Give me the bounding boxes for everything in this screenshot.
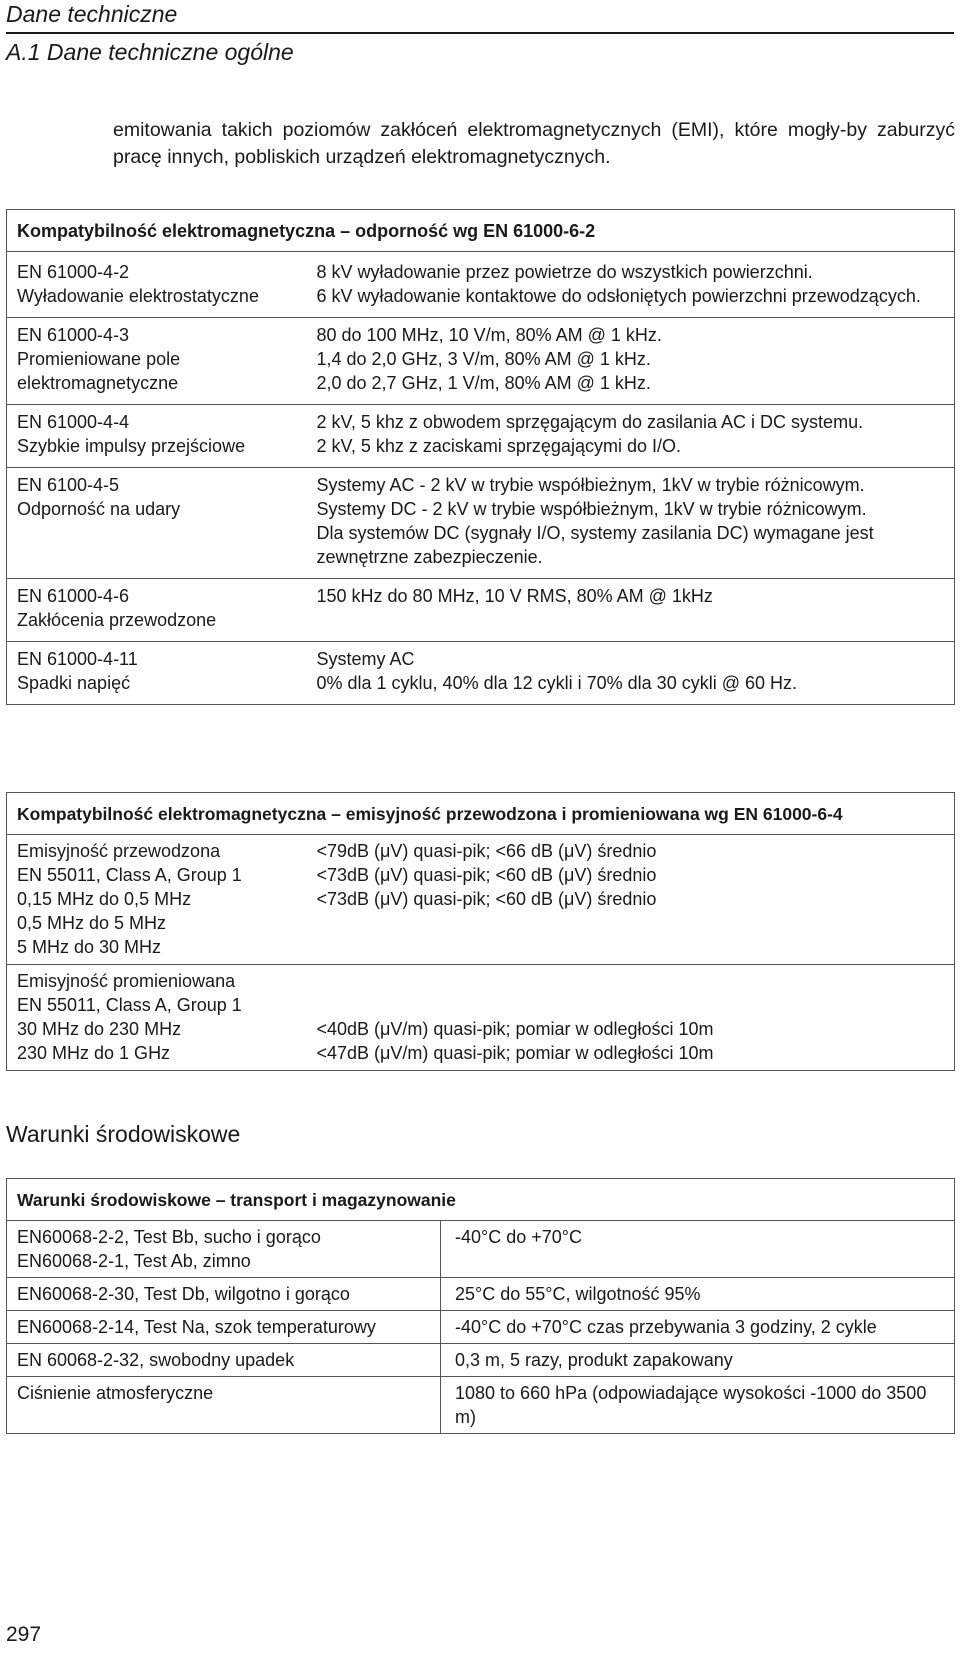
- header-divider: [6, 32, 954, 34]
- standard-cell: EN 6100-4-5 Odporność na udary: [7, 468, 309, 579]
- table-row: [7, 965, 955, 1071]
- standard-cell: EN 61000-4-11 Spadki napięć: [7, 642, 309, 705]
- environment-table: [6, 1178, 955, 1434]
- spec-cell: 2 kV, 5 khz z obwodem sprzęgającym do zasilania AC i DC systemu. 2 kV, 5 khz z zaciskami sprzęgającymi do I/O.: [309, 405, 955, 468]
- chapter-title: Dane techniczne: [6, 1, 178, 27]
- standard-cell: Emisyjność przewodzona EN 55011, Class A, Group 1 0,15 MHz do 0,5 MHz 0,5 MHz do 5 MHz 5 MHz do 30 MHz: [7, 835, 309, 965]
- value-cell: -40°C do +70°C czas przebywania 3 godziny, 2 cykle: [441, 1311, 955, 1344]
- intro-paragraph: emitowania takich poziomów zakłóceń elektromagnetycznych (EMI), które mogły-by zaburzyć pracę innych, pobliskich urządzeń elektromagnetycznych.: [113, 119, 955, 168]
- table-row: [7, 1344, 955, 1377]
- immunity-table-title: Kompatybilność elektromagnetyczna – odporność wg EN 61000-6-2: [7, 210, 955, 252]
- value-cell: 1080 to 660 hPa (odpowiadające wysokości -1000 do 3500 m): [441, 1377, 955, 1434]
- section-title: A.1 Dane techniczne ogólne: [6, 39, 294, 65]
- value-cell: -40°C do +70°C: [441, 1221, 955, 1278]
- value-cell: 0,3 m, 5 razy, produkt zapakowany: [441, 1344, 955, 1377]
- spec-cell: 80 do 100 MHz, 10 V/m, 80% AM @ 1 kHz. 1,4 do 2,0 GHz, 3 V/m, 80% AM @ 1 kHz. 2,0 do 2,7 GHz, 1 V/m, 80% AM @ 1 kHz.: [309, 318, 955, 405]
- spec-cell: 150 kHz do 80 MHz, 10 V RMS, 80% AM @ 1kHz: [309, 579, 955, 642]
- table-row: [7, 835, 955, 965]
- standard-cell: EN 61000-4-6 Zakłócenia przewodzone: [7, 579, 309, 642]
- immunity-table: [6, 209, 955, 705]
- standard-cell: EN 61000-4-4 Szybkie impulsy przejściowe: [7, 405, 309, 468]
- table-row: [7, 318, 955, 405]
- environment-table-title: Warunki środowiskowe – transport i magazynowanie: [7, 1179, 955, 1221]
- emission-table: [6, 792, 955, 1071]
- emission-table-title: Kompatybilność elektromagnetyczna – emisyjność przewodzona i promieniowana wg EN 61000-6-4: [7, 793, 955, 835]
- table-row: [7, 1278, 955, 1311]
- standard-cell: EN 61000-4-2 Wyładowanie elektrostatyczne: [7, 252, 309, 318]
- environment-heading: Warunki środowiskowe: [6, 1121, 241, 1147]
- table-row: [7, 1311, 955, 1344]
- standard-cell: Emisyjność promieniowana EN 55011, Class A, Group 1 30 MHz do 230 MHz 230 MHz do 1 GHz: [7, 965, 309, 1071]
- test-cell: EN60068-2-30, Test Db, wilgotno i gorąco: [7, 1278, 441, 1311]
- page-number: 297: [6, 1623, 42, 1646]
- table-row: [7, 642, 955, 705]
- spec-cell: <79dB (μV) quasi-pik; <66 dB (μV) średnio <73dB (μV) quasi-pik; <60 dB (μV) średnio <73dB (μV) quasi-pik; <60 dB (μV) średnio: [309, 835, 955, 965]
- test-cell: EN 60068-2-32, swobodny upadek: [7, 1344, 441, 1377]
- spec-cell: 8 kV wyładowanie przez powietrze do wszystkich powierzchni. 6 kV wyładowanie kontaktowe do odsłoniętych powierzchni przewodzących.: [309, 252, 955, 318]
- spec-cell: <40dB (μV/m) quasi-pik; pomiar w odległości 10m <47dB (μV/m) quasi-pik; pomiar w odległości 10m: [309, 965, 955, 1071]
- table-row: [7, 1221, 955, 1278]
- spec-cell: Systemy AC 0% dla 1 cyklu, 40% dla 12 cykli i 70% dla 30 cykli @ 60 Hz.: [309, 642, 955, 705]
- spec-cell: Systemy AC - 2 kV w trybie współbieżnym, 1kV w trybie różnicowym. Systemy DC - 2 kV w trybie współbieżnym, 1kV w trybie różnicowym. Dla systemów DC (sygnały I/O, systemy zasilania DC) wymagane jest zewnętrzne zabezpieczenie.: [309, 468, 955, 579]
- standard-cell: EN 61000-4-3 Promieniowane pole elektromagnetyczne: [7, 318, 309, 405]
- table-row: [7, 579, 955, 642]
- table-row: [7, 468, 955, 579]
- test-cell: EN60068-2-14, Test Na, szok temperaturowy: [7, 1311, 441, 1344]
- table-row: [7, 252, 955, 318]
- test-cell: Ciśnienie atmosferyczne: [7, 1377, 441, 1434]
- value-cell: 25°C do 55°C, wilgotność 95%: [441, 1278, 955, 1311]
- table-row: [7, 405, 955, 468]
- table-row: [7, 1377, 955, 1434]
- page-header: [6, 0, 954, 66]
- test-cell: EN60068-2-2, Test Bb, sucho i gorąco EN60068-2-1, Test Ab, zimno: [7, 1221, 441, 1278]
